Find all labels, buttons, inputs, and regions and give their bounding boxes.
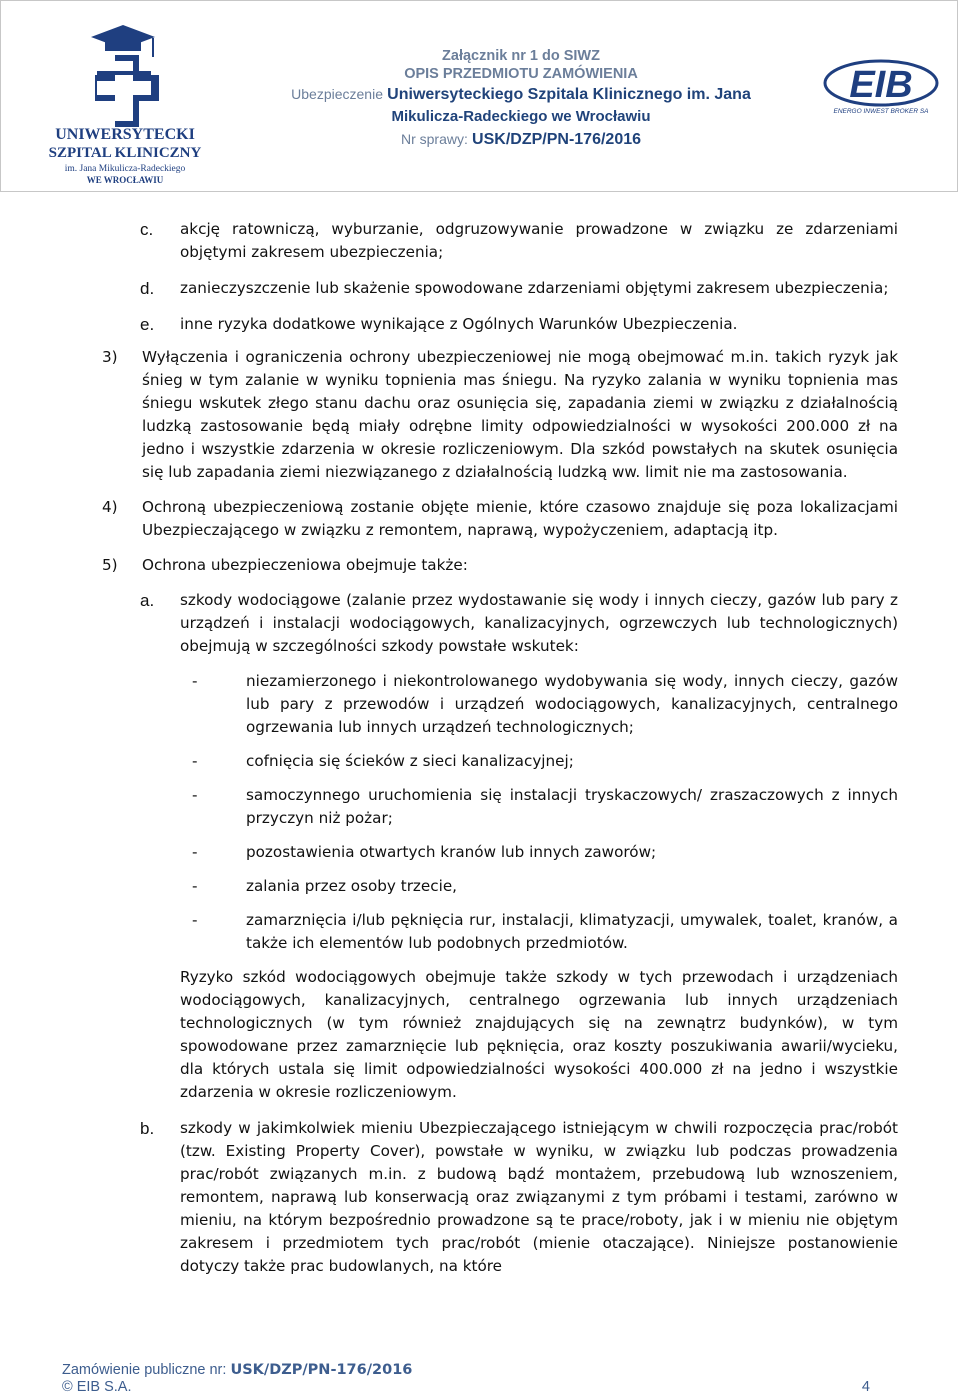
list-marker: 5) — [102, 556, 118, 574]
insurance-label: Ubezpieczenie — [291, 86, 383, 102]
dash-item-text: niezamierzonego i niekontrolowanego wydobywania się wody, innych cieczy, gazów lub pary z przewodów i urządzeń wodociągowych, kanalizacyjnych, centralnego ogrzewania lub innych urządzeń technologicznych; — [246, 672, 898, 736]
dash-item — [102, 750, 898, 773]
list-marker: b. — [140, 1119, 155, 1138]
logo-line-1: UNIWERSYTECKI — [55, 126, 195, 143]
list-item-text: Wyłączenia i ograniczenia ochrony ubezpieczeniowej nie mogą obejmować m.in. takich ryzyk jak śnieg w tym zalanie w wyniku topnienia mas śniegu. Na ryzyko zalania w wyniku topnienia mas śniegu wskutek złego stanu dachu oraz osunięcia się, zapadania ziemi w związku z działalnością ludzką zastosowanie będą miały odrębne limity odpowiedzialności w wysokości 200.000 zł na jedno i wszystkie zdarzenia w okresie rozliczeniowym. Dla szkód powstałych na skutek osunięcia się lub zapadania ziemi niezwiązanego z działalnością ludzką ww. limit nie ma zastosowania. — [142, 348, 898, 481]
dash-marker: - — [192, 672, 198, 690]
order-label: Zamówienie publiczne nr: — [62, 1362, 227, 1378]
dash-item — [102, 784, 898, 830]
dash-item-text: samoczynnego uruchomienia się instalacji tryskaczowych/ zraszaczowych z innych przyczyn niż pożar; — [246, 786, 898, 827]
subject-label: OPIS PRZEDMIOTU ZAMÓWIENIA — [404, 66, 638, 82]
list-item-text: zanieczyszczenie lub skażenie spowodowane zdarzeniami objętymi zakresem ubezpieczenia; — [180, 279, 889, 297]
insurance-name-1: Uniwersyteckiego Szpitala Klinicznego im. Jana — [387, 86, 751, 103]
dash-item-text: zamarznięcia i/lub pęknięcia rur, instalacji, klimatyzacji, umywalek, toalet, kranów, a także ich elementów lub podobnych przedmiotów. — [246, 911, 898, 952]
dash-marker: - — [192, 911, 198, 929]
dash-marker: - — [192, 752, 198, 770]
list-item-text: Ochrona ubezpieczeniowa obejmuje także: — [142, 556, 468, 574]
document-body — [102, 218, 898, 1278]
dash-item-text: cofnięcia się ścieków z sieci kanalizacyjnej; — [246, 752, 574, 770]
page-footer — [62, 1362, 878, 1394]
list-marker: c. — [140, 220, 154, 239]
logo-line-3: im. Jana Mikulicza-Radeckiego — [64, 164, 186, 174]
list-item-4 — [102, 496, 898, 542]
dash-item — [102, 670, 898, 739]
order-reference — [62, 1362, 412, 1378]
list-item-c — [102, 218, 898, 264]
case-number: USK/DZP/PN-176/2016 — [472, 131, 642, 148]
logo-line-2: SZPITAL KLINICZNY — [48, 145, 202, 161]
logo-line-4: WE WROCŁAWIU — [86, 175, 164, 185]
dash-marker: - — [192, 786, 198, 804]
list-item-text: szkody wodociągowe (zalanie przez wydostawanie się wody i innych cieczy, gazów lub pary z urządzeń i instalacji wodociągowych, kanalizacyjnych, ogrzewczych lub technologicznych) obejmują w szczególności szkody powstałe wskutek: — [180, 591, 898, 655]
eib-mark: EIB — [849, 64, 913, 106]
page-header — [0, 0, 958, 192]
list-item-b — [102, 1117, 898, 1278]
header-title-block — [221, 47, 821, 151]
water-risk-paragraph — [102, 966, 898, 1104]
dash-item-text: zalania przez osoby trzecie, — [246, 877, 457, 895]
dash-item — [102, 909, 898, 955]
dash-marker: - — [192, 877, 198, 895]
list-item-e — [102, 313, 898, 336]
list-marker: e. — [140, 315, 155, 334]
case-label: Nr sprawy: — [400, 131, 468, 147]
list-marker: a. — [140, 591, 155, 610]
list-item-text: akcję ratowniczą, wyburzanie, odgruzowywanie prowadzone w związku ze zdarzeniami objętymi zakresem ubezpieczenia; — [180, 220, 898, 261]
list-item-text: szkody w jakimkolwiek mieniu Ubezpieczającego istniejącym w chwili rozpoczęcia prac/robót (tzw. Existing Property Cover), powstałe w wyniku, w związku lub podczas prowadzenia prac/robót związanych m.in. z budową bądź montażem, przebudową lub wznoszeniem, remontem, naprawą lub konserwacją oraz związanymi z tym próbami i testami, zarówno w mieniu, na którym bezpośrednio prowadzone są te prace/roboty, jak i w mieniu nie objętym zakresem i przedmiotem tych prac/robót (mienie otaczające). Niniejsze postanowienie dotyczy także prac budowlanych, na które — [180, 1119, 898, 1275]
insurance-name-2: Mikulicza-Radeckiego we Wrocławiu — [391, 108, 651, 125]
list-item-5 — [102, 554, 898, 577]
hospital-logo — [35, 11, 215, 187]
list-item-3 — [102, 346, 898, 484]
order-number: USK/DZP/PN-176/2016 — [230, 1362, 413, 1378]
list-item-text: Ochroną ubezpieczeniową zostanie objęte mienie, które czasowo znajduje się poza lokalizacjami Ubezpieczającego w związku z remontem, naprawą, wypożyczeniem, adaptacją itp. — [142, 498, 898, 539]
copyright: © EIB S.A. — [62, 1379, 132, 1395]
dash-item — [102, 841, 898, 864]
list-marker: d. — [140, 279, 155, 298]
page-number: 4 — [861, 1379, 870, 1395]
dash-item — [102, 875, 898, 898]
list-item-d — [102, 277, 898, 300]
list-marker: 3) — [102, 348, 118, 366]
dash-marker: - — [192, 843, 198, 861]
list-marker: 4) — [102, 498, 118, 516]
annex-label: Załącznik nr 1 do SIWZ — [442, 48, 600, 64]
water-risk-text: Ryzyko szkód wodociągowych obejmuje także szkody w tych przewodach i urządzeniach wodociągowych, kanalizacyjnych, centralnego ogrzewania lub innych urządzeniach technologicznych (w tym również znajdujących się na zewnątrz budynków), w tym spowodowane przez zamarznięcie lub pęknięcia, oraz koszty poszukiwania awarii/wycieku, dla których ustala się limit odpowiedzialności wysokości 400.000 zł na jedno i wszystkie zdarzenia w okresie rozliczeniowym. — [180, 968, 898, 1101]
case-line — [221, 128, 821, 151]
insurance-line — [221, 83, 821, 106]
dash-item-text: pozostawienia otwartych kranów lub innych zaworów; — [246, 843, 657, 861]
list-item-a — [102, 589, 898, 658]
eib-logo — [823, 57, 939, 117]
eib-tagline: ENERGO INWEST BROKER SA — [833, 108, 929, 115]
list-item-text: inne ryzyka dodatkowe wynikające z Ogólnych Warunków Ubezpieczenia. — [180, 315, 738, 333]
